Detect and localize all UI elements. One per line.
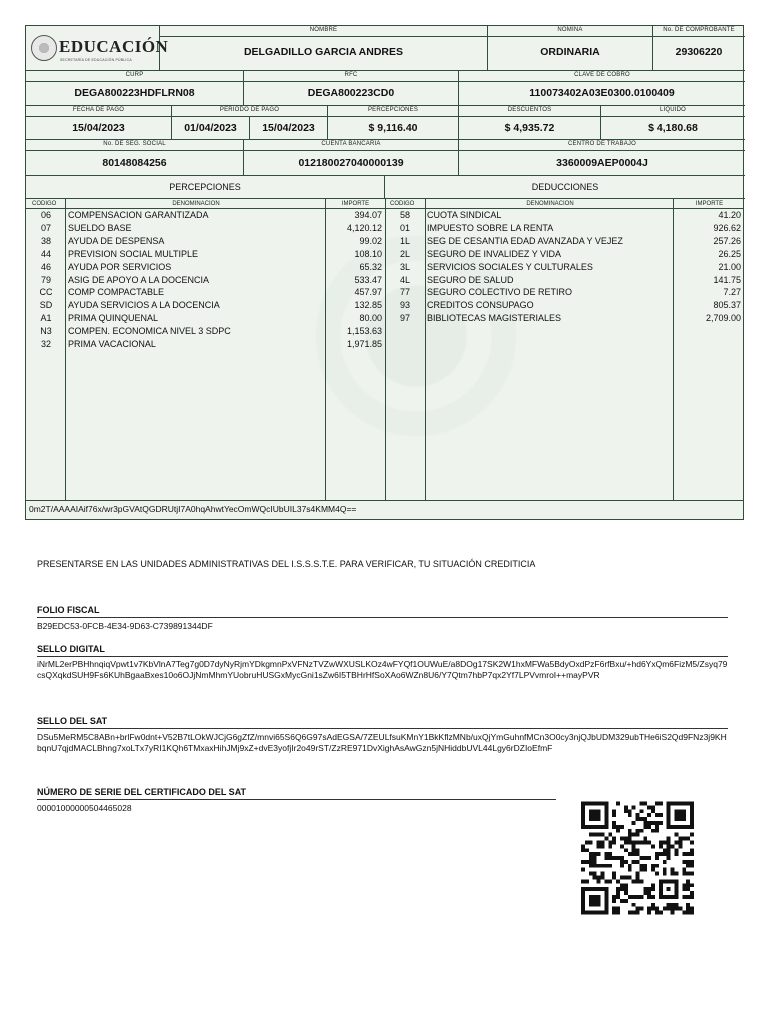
row-amount: 7.27 <box>723 287 741 298</box>
perc-col-importe: IMPORTE <box>341 201 370 207</box>
rfc-label: RFC <box>344 72 358 78</box>
row-code: 01 <box>399 222 410 233</box>
clave-value: 110073402A03E0300.0100409 <box>529 87 675 99</box>
row-amount: 80.00 <box>359 313 382 324</box>
row-name: AYUDA POR SERVICIOS <box>68 261 172 272</box>
row-code: 32 <box>40 339 51 349</box>
rfc-value: DEGA800223CD0 <box>307 87 395 99</box>
nombre-label: NOMBRE <box>309 27 338 33</box>
issste-notice: PRESENTARSE EN LAS UNIDADES ADMINISTRATIVAS DEL I.S.S.S.T.E. PARA VERIFICAR, TU SITUACIÓN CREDITICIA <box>37 559 536 569</box>
curp-label: CURP <box>125 72 144 78</box>
logo-subtext: SECRETARÍA DE EDUCACIÓN PÚBLICA <box>60 58 132 62</box>
nomina-cell <box>488 26 653 71</box>
serie-value: 00001000000504465028 <box>37 803 132 813</box>
row-amount: 457.97 <box>354 287 382 298</box>
row-amount: 65.32 <box>359 261 382 272</box>
row-code: A1 <box>40 313 52 324</box>
serie-title: NÚMERO DE SERIE DEL CERTIFICADO DEL SAT <box>37 787 247 797</box>
row-name: SEGURO COLECTIVO DE RETIRO <box>427 287 573 298</box>
folio-fiscal-value: B29EDC53-0FCB-4E34-9D63-C739891344DF <box>37 621 213 631</box>
row-name: SERVICIOS SOCIALES Y CULTURALES <box>427 261 593 272</box>
row-amount: 41.20 <box>718 210 741 220</box>
cuenta-value: 012180027040000139 <box>298 157 404 169</box>
row-amount: 132.85 <box>354 300 382 311</box>
row-code: 58 <box>399 210 410 220</box>
nomina-label: NOMINA <box>557 27 583 33</box>
perc-col-codigo: CODIGO <box>32 201 57 207</box>
row-name: SEGURO DE SALUD <box>427 274 514 285</box>
row-name: AYUDA SERVICIOS A LA DOCENCIA <box>68 300 220 311</box>
row-amount: 99.02 <box>359 235 382 246</box>
logo-text: EDUCACIÓN <box>59 37 169 56</box>
row-code: 3L <box>399 261 410 272</box>
comprobante-value: 29306220 <box>675 46 723 58</box>
centro-value: 3360009AEP0004J <box>556 157 648 169</box>
qr-code <box>581 800 694 916</box>
periodo-label: PERIODO DE PAGO <box>219 107 280 113</box>
row-amount: 1,153.63 <box>346 326 382 337</box>
row-code: 97 <box>399 313 410 324</box>
row-amount: 21.00 <box>718 261 741 272</box>
sello-digital-value: iNrML2erPBHhnqiqVpwt1v7KbVlnA7Teg7g0D7dyNyRjmYDkgmnPxVFNzTVZwWXUSLKOz4wFYQf1OUWuE/a8DOg17SK2W1hxMFWa5BdyOxdPzF6rfBxu/+hd6YxQm6FizM5/Zsyq79csQXqkdSUH9Fs6KUhBgaaBxes10o6OJjNmMhmYUobruHUSGxMycGni1sZw6I5TBHrHfSoXAo6WZn8U6/Y7Qtm7hbP7qx2Yf7LPVvmroI++mayPVR <box>37 659 728 680</box>
seal-icon <box>31 35 57 61</box>
periodo-cell <box>172 106 328 140</box>
row-name: CREDITOS CONSUPAGO <box>427 300 534 311</box>
row-code: 77 <box>399 287 410 298</box>
row-code: 46 <box>40 261 51 272</box>
seg-social-label: No. DE SEG. SOCIAL <box>103 141 166 147</box>
curp-cell <box>26 71 244 106</box>
periodo-to: 15/04/2023 <box>262 122 315 134</box>
row-code: N3 <box>40 326 52 337</box>
row-amount: 1,971.85 <box>346 339 382 349</box>
row-name: CUOTA SINDICAL <box>427 210 502 220</box>
row-amount: 533.47 <box>354 274 382 285</box>
descuentos-label: DESCUENTOS <box>507 107 552 113</box>
ded-col-importe: IMPORTE <box>695 201 724 207</box>
descuentos-cell <box>459 106 601 140</box>
nombre-cell <box>160 26 488 71</box>
percepciones-total-cell <box>328 106 459 140</box>
row-amount: 257.26 <box>713 235 741 246</box>
sello-sat-title: SELLO DEL SAT <box>37 716 108 726</box>
row-amount: 926.62 <box>713 222 741 233</box>
row-code: 38 <box>40 235 51 246</box>
row-name: COMP COMPACTABLE <box>68 287 165 298</box>
row-code: CC <box>39 287 53 298</box>
row-amount: 141.75 <box>713 274 741 285</box>
row-code: 79 <box>40 274 51 285</box>
liquido-label: LIQUIDO <box>659 107 687 113</box>
folio-fiscal-title: FOLIO FISCAL <box>37 605 100 615</box>
curp-value: DEGA800223HDFLRN08 <box>74 87 195 99</box>
row-code: SD <box>39 300 53 311</box>
clave-cell <box>459 71 745 106</box>
perc-col-denominacion: DENOMINACION <box>172 201 220 207</box>
cadena-original: 0m2T/AAAAIAif76x/wr3pGVAtQGDRUtjI7A0hqAhwtYecOmWQcIUbUIL37s4KMM4Q== <box>29 504 357 514</box>
periodo-from: 01/04/2023 <box>184 122 237 134</box>
clave-label: CLAVE DE COBRO <box>574 72 630 78</box>
row-name: PRIMA QUINQUENAL <box>68 313 159 324</box>
row-name: PREVISION SOCIAL MULTIPLE <box>68 248 199 259</box>
nomina-value: ORDINARIA <box>540 46 600 58</box>
row-code: 93 <box>399 300 410 311</box>
row-code: 1L <box>399 235 410 246</box>
row-amount: 26.25 <box>718 248 741 259</box>
deducciones-header <box>385 176 745 199</box>
row-code: 06 <box>40 210 51 220</box>
centro-cell <box>459 140 745 176</box>
row-name: ASIG DE APOYO A LA DOCENCIA <box>68 274 210 285</box>
row-amount: 108.10 <box>354 248 382 259</box>
ded-col-denominacion: DENOMINACION <box>526 201 574 207</box>
comprobante-cell <box>653 26 745 71</box>
liquido-value: $ 4,180.68 <box>648 122 698 134</box>
row-name: COMPENSACION GARANTIZADA <box>68 210 209 220</box>
cuenta-cell <box>244 140 459 176</box>
descuentos-value: $ 4,935.72 <box>504 122 555 134</box>
fecha-pago-label: FECHA DE PAGO <box>72 107 125 113</box>
row-code: 44 <box>40 248 51 259</box>
row-name: COMPEN. ECONOMICA NIVEL 3 SDPC <box>68 326 231 337</box>
row-amount: 4,120.12 <box>346 222 382 233</box>
ded-col-codigo: CODIGO <box>390 201 415 207</box>
seg-social-value: 80148084256 <box>102 157 167 169</box>
percepciones-header <box>26 176 385 199</box>
rfc-cell <box>244 71 459 106</box>
percepciones-total-value: $ 9,116.40 <box>368 122 418 134</box>
sep-logo <box>26 26 169 71</box>
row-amount: 805.37 <box>713 300 741 311</box>
cuenta-label: CUENTA BANCARIA <box>321 141 381 147</box>
percepciones-title: PERCEPCIONES <box>169 182 241 192</box>
row-name: IMPUESTO SOBRE LA RENTA <box>427 222 554 233</box>
pay-stub <box>25 25 744 520</box>
row-name: BIBLIOTECAS MAGISTERIALES <box>427 313 562 324</box>
fecha-pago-cell <box>26 106 172 140</box>
comprobante-label: No. DE COMPROBANTE <box>663 27 735 33</box>
row-code: 07 <box>40 222 51 233</box>
fecha-pago-value: 15/04/2023 <box>72 122 125 134</box>
row-name: PRIMA VACACIONAL <box>68 339 156 349</box>
liquido-cell <box>601 106 745 140</box>
sello-sat-value: DSu5MeRM5C8ABn+brlFw0dnt+V52B7tLOkWJCjG6gZfZ/mnvi65S6Q6G97sAdEGSA/7ZEULfsuKMnY1BkKflzMNb/uxQjYmGuhnfMCn3O0cy3njQJbUDM329ubTHe6iS2Qd9FNz3j9KHbqnU7qjdMACLBhng7xoLTx7yRI1KQh6TMxaxHihJMj9xZ+dvE3yofjIr2o49rST/ZzRE971DvXighAsAwGzn5jNHiddbUVL44Lgy6rDZIoEfmF <box>37 732 727 753</box>
percepciones-total-label: PERCEPCIONES <box>367 107 419 113</box>
row-name: AYUDA DE DESPENSA <box>68 235 165 246</box>
seg-social-cell <box>26 140 244 176</box>
nombre-value: DELGADILLO GARCIA ANDRES <box>243 46 404 58</box>
deducciones-title: DEDUCCIONES <box>531 182 599 192</box>
row-name: SUELDO BASE <box>68 222 132 233</box>
sello-digital-title: SELLO DIGITAL <box>37 644 105 654</box>
row-name: SEG DE CESANTIA EDAD AVANZADA Y VEJEZ <box>427 235 623 246</box>
centro-label: CENTRO DE TRABAJO <box>568 141 636 147</box>
row-amount: 2,709.00 <box>705 313 741 324</box>
row-amount: 394.07 <box>354 210 382 220</box>
row-code: 4L <box>399 274 410 285</box>
row-code: 2L <box>399 248 410 259</box>
row-name: SEGURO DE INVALIDEZ Y VIDA <box>427 248 562 259</box>
